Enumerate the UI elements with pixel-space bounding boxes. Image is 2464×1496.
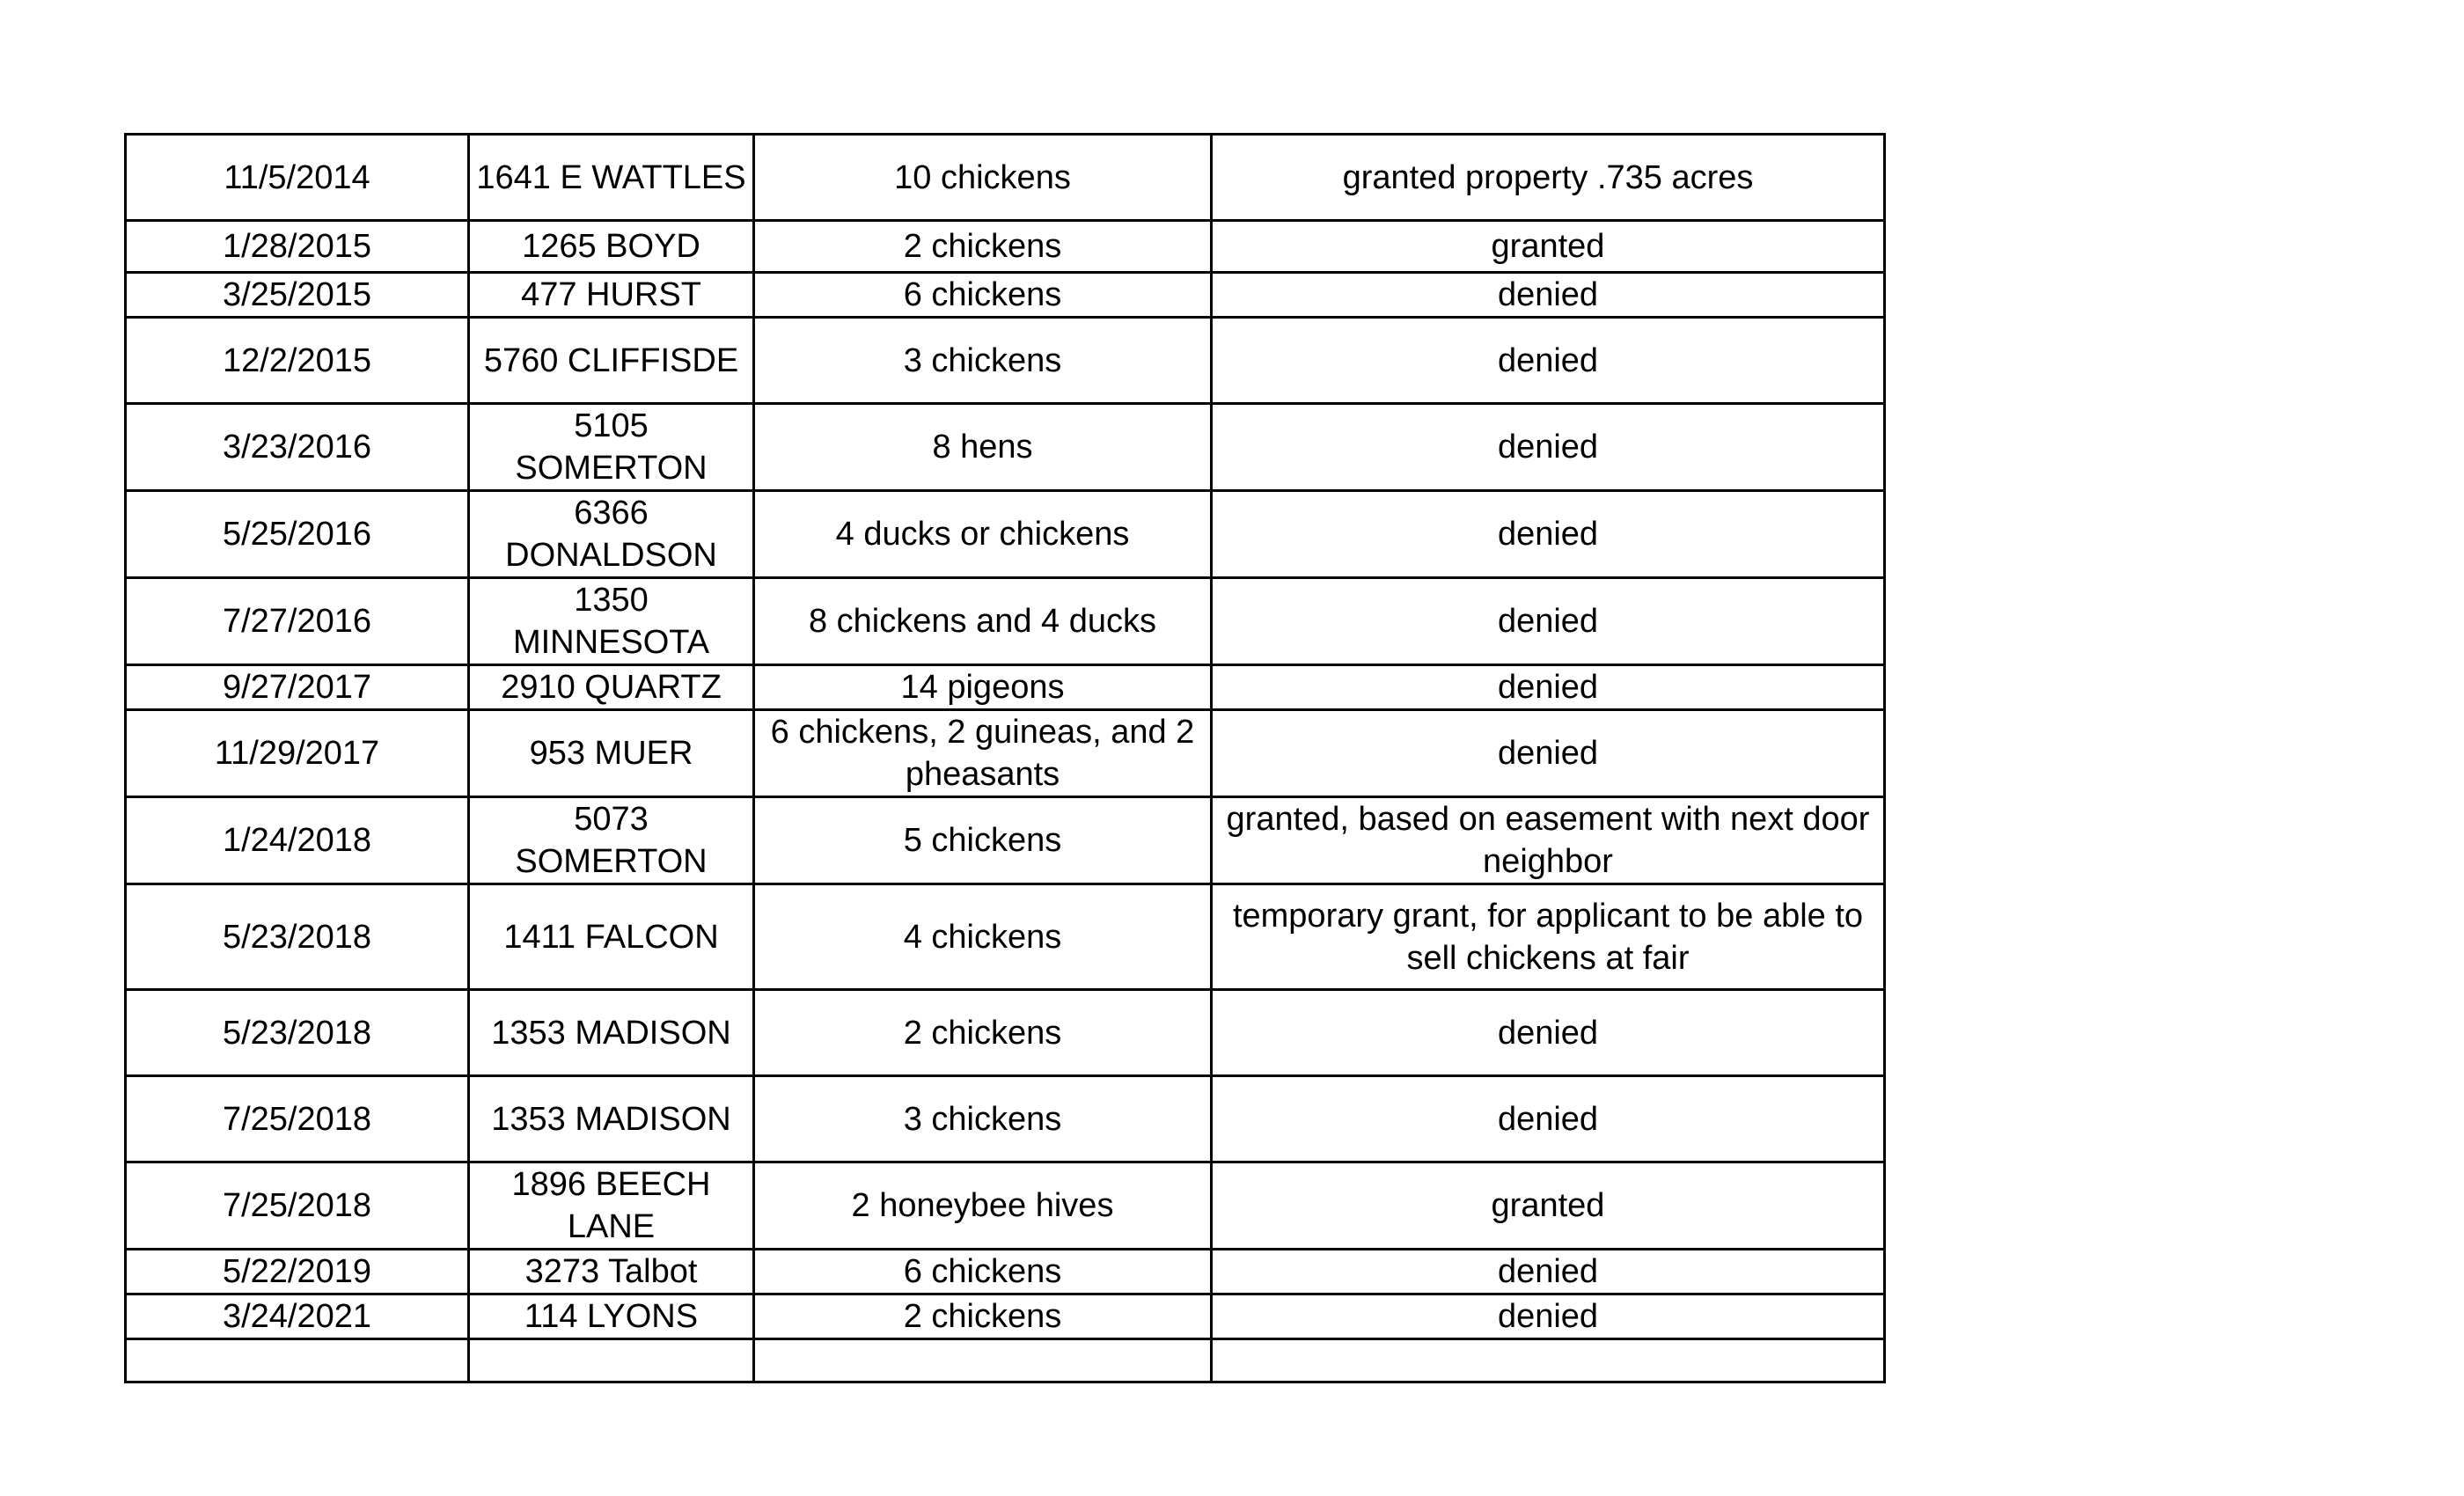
status-cell: granted (1212, 1162, 1885, 1250)
table-row (126, 665, 1885, 710)
status-cell: granted, based on easement with next door neighbor (1212, 797, 1885, 884)
table-row (126, 1339, 1885, 1382)
date-cell: 5/23/2018 (126, 884, 469, 990)
animals-cell: 4 ducks or chickens (754, 491, 1212, 578)
status-cell: denied (1212, 491, 1885, 578)
animals-cell (754, 1339, 1212, 1382)
animals-cell: 5 chickens (754, 797, 1212, 884)
address-cell: 6366 DONALDSON (469, 491, 754, 578)
status-cell: granted (1212, 221, 1885, 273)
address-cell: 1641 E WATTLES (469, 135, 754, 221)
date-cell: 1/28/2015 (126, 221, 469, 273)
address-cell: 114 LYONS (469, 1294, 754, 1339)
status-cell: denied (1212, 578, 1885, 665)
address-cell: 5073 SOMERTON (469, 797, 754, 884)
status-cell: granted property .735 acres (1212, 135, 1885, 221)
address-cell: 477 HURST (469, 273, 754, 318)
animals-cell: 6 chickens (754, 273, 1212, 318)
address-cell: 1896 BEECH LANE (469, 1162, 754, 1250)
table-row (126, 884, 1885, 990)
animals-cell: 8 chickens and 4 ducks (754, 578, 1212, 665)
status-cell: denied (1212, 665, 1885, 710)
animals-cell: 10 chickens (754, 135, 1212, 221)
status-cell: denied (1212, 710, 1885, 797)
date-cell: 12/2/2015 (126, 318, 469, 404)
table-row (126, 1294, 1885, 1339)
animals-cell: 2 chickens (754, 1294, 1212, 1339)
date-cell: 11/5/2014 (126, 135, 469, 221)
table-row (126, 710, 1885, 797)
date-cell: 3/23/2016 (126, 404, 469, 491)
status-cell: denied (1212, 1250, 1885, 1294)
animals-cell: 2 honeybee hives (754, 1162, 1212, 1250)
animals-cell: 14 pigeons (754, 665, 1212, 710)
status-cell: denied (1212, 990, 1885, 1076)
address-cell: 1411 FALCON (469, 884, 754, 990)
table-row (126, 318, 1885, 404)
address-cell: 3273 Talbot (469, 1250, 754, 1294)
animals-cell: 8 hens (754, 404, 1212, 491)
address-cell: 953 MUER (469, 710, 754, 797)
animals-cell: 3 chickens (754, 318, 1212, 404)
status-cell: denied (1212, 1076, 1885, 1162)
status-cell (1212, 1339, 1885, 1382)
address-cell: 5105 SOMERTON (469, 404, 754, 491)
address-cell: 1350 MINNESOTA (469, 578, 754, 665)
date-cell: 1/24/2018 (126, 797, 469, 884)
animals-cell: 2 chickens (754, 990, 1212, 1076)
date-cell: 3/24/2021 (126, 1294, 469, 1339)
table-row (126, 578, 1885, 665)
date-cell: 3/25/2015 (126, 273, 469, 318)
table-row (126, 135, 1885, 221)
date-cell: 11/29/2017 (126, 710, 469, 797)
animals-cell: 3 chickens (754, 1076, 1212, 1162)
date-cell: 5/25/2016 (126, 491, 469, 578)
address-cell: 2910 QUARTZ (469, 665, 754, 710)
date-cell: 5/23/2018 (126, 990, 469, 1076)
address-cell (469, 1339, 754, 1382)
animals-cell: 6 chickens, 2 guineas, and 2 pheasants (754, 710, 1212, 797)
table-row (126, 1250, 1885, 1294)
address-cell: 1353 MADISON (469, 990, 754, 1076)
status-cell: denied (1212, 273, 1885, 318)
table-row (126, 990, 1885, 1076)
status-cell: denied (1212, 1294, 1885, 1339)
animals-cell: 4 chickens (754, 884, 1212, 990)
date-cell: 9/27/2017 (126, 665, 469, 710)
status-cell: denied (1212, 318, 1885, 404)
address-cell: 1353 MADISON (469, 1076, 754, 1162)
table-row (126, 1162, 1885, 1250)
table-row (126, 491, 1885, 578)
date-cell: 7/25/2018 (126, 1076, 469, 1162)
date-cell (126, 1339, 469, 1382)
date-cell: 7/25/2018 (126, 1162, 469, 1250)
status-cell: denied (1212, 404, 1885, 491)
table-row (126, 404, 1885, 491)
date-cell: 7/27/2016 (126, 578, 469, 665)
address-cell: 1265 BOYD (469, 221, 754, 273)
records-table (124, 133, 1886, 1383)
status-cell: temporary grant, for applicant to be able to sell chickens at fair (1212, 884, 1885, 990)
animals-cell: 6 chickens (754, 1250, 1212, 1294)
table-row (126, 797, 1885, 884)
address-cell: 5760 CLIFFISDE (469, 318, 754, 404)
date-cell: 5/22/2019 (126, 1250, 469, 1294)
animals-cell: 2 chickens (754, 221, 1212, 273)
table-row (126, 1076, 1885, 1162)
table-row (126, 273, 1885, 318)
table-row (126, 221, 1885, 273)
